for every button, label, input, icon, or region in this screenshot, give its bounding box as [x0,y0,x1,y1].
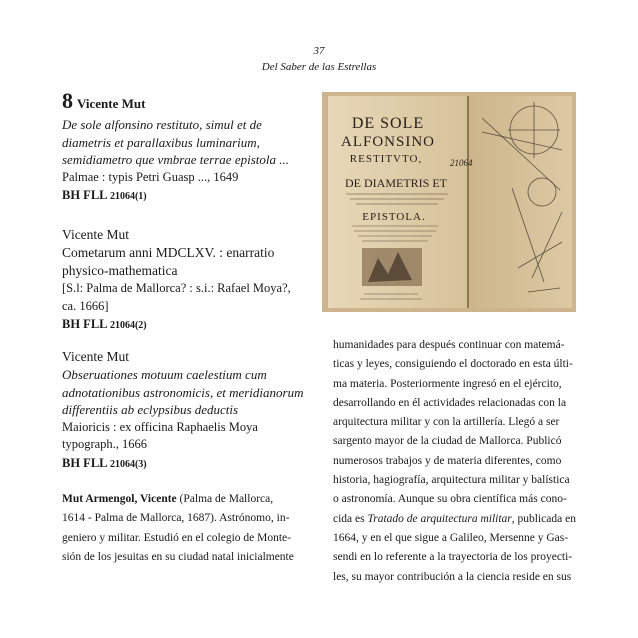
catalog-entry-2 [62,226,312,335]
bio-right-line-6: sargento mayor de la ciudad de Mallorca. Publicó [333,435,562,448]
entry-1-author: Vicente Mut [77,96,146,111]
bio-line-1: Mut Armengol, Vicente (Palma de Mallorca, [62,493,274,505]
bio-right-line-10: cida es Tratado de arquitectura militar, publicada en [333,512,576,525]
book-photo-illustration [322,92,576,312]
bio-right-line-5: arquitectura militar y con la artillería. Llegó a ser [333,416,560,429]
photo-title-line-3: RESTITVTO, [349,153,423,165]
photo-title-line-5: EPISTOLA. [362,211,426,223]
bio-right-line-7: numerosos trabajos y de materia diferentes, como [333,454,562,467]
entry-2-signature: BH FLL 21064(2) [62,317,147,331]
page-number: 37 [313,45,325,57]
entry-3-title-line-2: adnotationibus astronomicis, et meridianorum [62,384,304,400]
bio-line-2: 1614 - Palma de Mallorca, 1687). Astrónomo, in- [62,512,290,525]
bio-right-line-2: ticas y leyes, consiguiendo el doctorado en esta últi- [333,358,573,371]
bio-right-line-13: les, su mayor contribución a la ciencia reside en sus [333,570,572,583]
photo-title-line-1: DE SOLE [351,115,425,132]
bio-right-line-8: historia, hagiografía, arquitectura militar y balística [333,474,570,487]
entry-3-signature: BH FLL 21064(3) [62,455,147,470]
entry-1-imprint: Palmae : typis Petri Guasp ..., 1649 [62,169,239,184]
handwritten-number: 21064 [450,158,473,168]
entry-3-title-line-1: Obseruationes motuum caelestium cum [62,367,267,382]
entry-3-author: Vicente Mut [62,349,130,364]
entry-1-title-line-3: semidiametro que vmbrae terrae epistola ... [62,152,289,167]
entry-1-heading [62,88,312,113]
bio-line-3: geniero y militar. Estudió en el colegio de Monte- [62,531,291,544]
entry-3-title-line-3: differentiis ab eclypsibus deductis [62,402,239,417]
bio-right-line-4: desarrollando en él actividades relacionadas con la [333,396,567,409]
running-header: Del Saber de las Estrellas [261,61,377,73]
bio-right-line-1: humanidades para después continuar con matemá- [333,339,565,351]
bio-right-line-9: o astronomía. Aunque su obra científica más cono- [333,493,567,506]
entry-2-author: Vicente Mut [62,227,130,242]
entry-3-imprint-line-1: Maioricis : ex officina Raphaelis Moya [62,419,258,434]
bio-right-line-11: 1664, y en el que sigue a Galileo, Mersenne y Gas- [333,531,569,544]
bio-right-line-3: ma materia. Posteriormente ingresó en el ejército, [333,377,562,390]
entry-1-signature: BH FLL 21064(1) [62,188,147,202]
photo-title-line-4: DE DIAMETRIS ET [345,176,447,190]
book-photo [322,92,576,312]
entry-2-imprint-line-2: ca. 1666] [62,298,109,313]
catalog-entry-3 [62,348,312,474]
biography-right-column [333,336,577,587]
entry-2-title-line-1: Cometarum anni MDCLXV. : enarratio [62,245,275,260]
biography-left-column [62,490,312,567]
bio-name: Mut Armengol, Vicente [62,493,177,505]
treatise-title: Tratado de arquitectura militar [367,512,512,525]
catalog-entry-1 [62,88,312,206]
bio-line-4: sión de los jesuitas en su ciudad natal inicialmente [62,550,294,563]
bio-right-line-12: sendi en lo referente a la trayectoria de los proyecti- [333,551,573,564]
entry-1-title-line-2: diametris et parallaxibus luminarium, [62,134,260,150]
photo-title-line-2: ALFONSINO [340,134,436,150]
entry-1-title-line-1: De sole alfonsino restituto, simul et de [62,117,262,132]
entry-2-imprint-line-1: [S.l: Palma de Mallorca? : s.i.: Rafael Moya?, [62,281,291,295]
entry-3-imprint-line-2: typograph., 1666 [62,437,148,451]
entry-number: 8 [62,88,73,113]
entry-2-title-line-2: physico-mathematica [62,263,178,278]
